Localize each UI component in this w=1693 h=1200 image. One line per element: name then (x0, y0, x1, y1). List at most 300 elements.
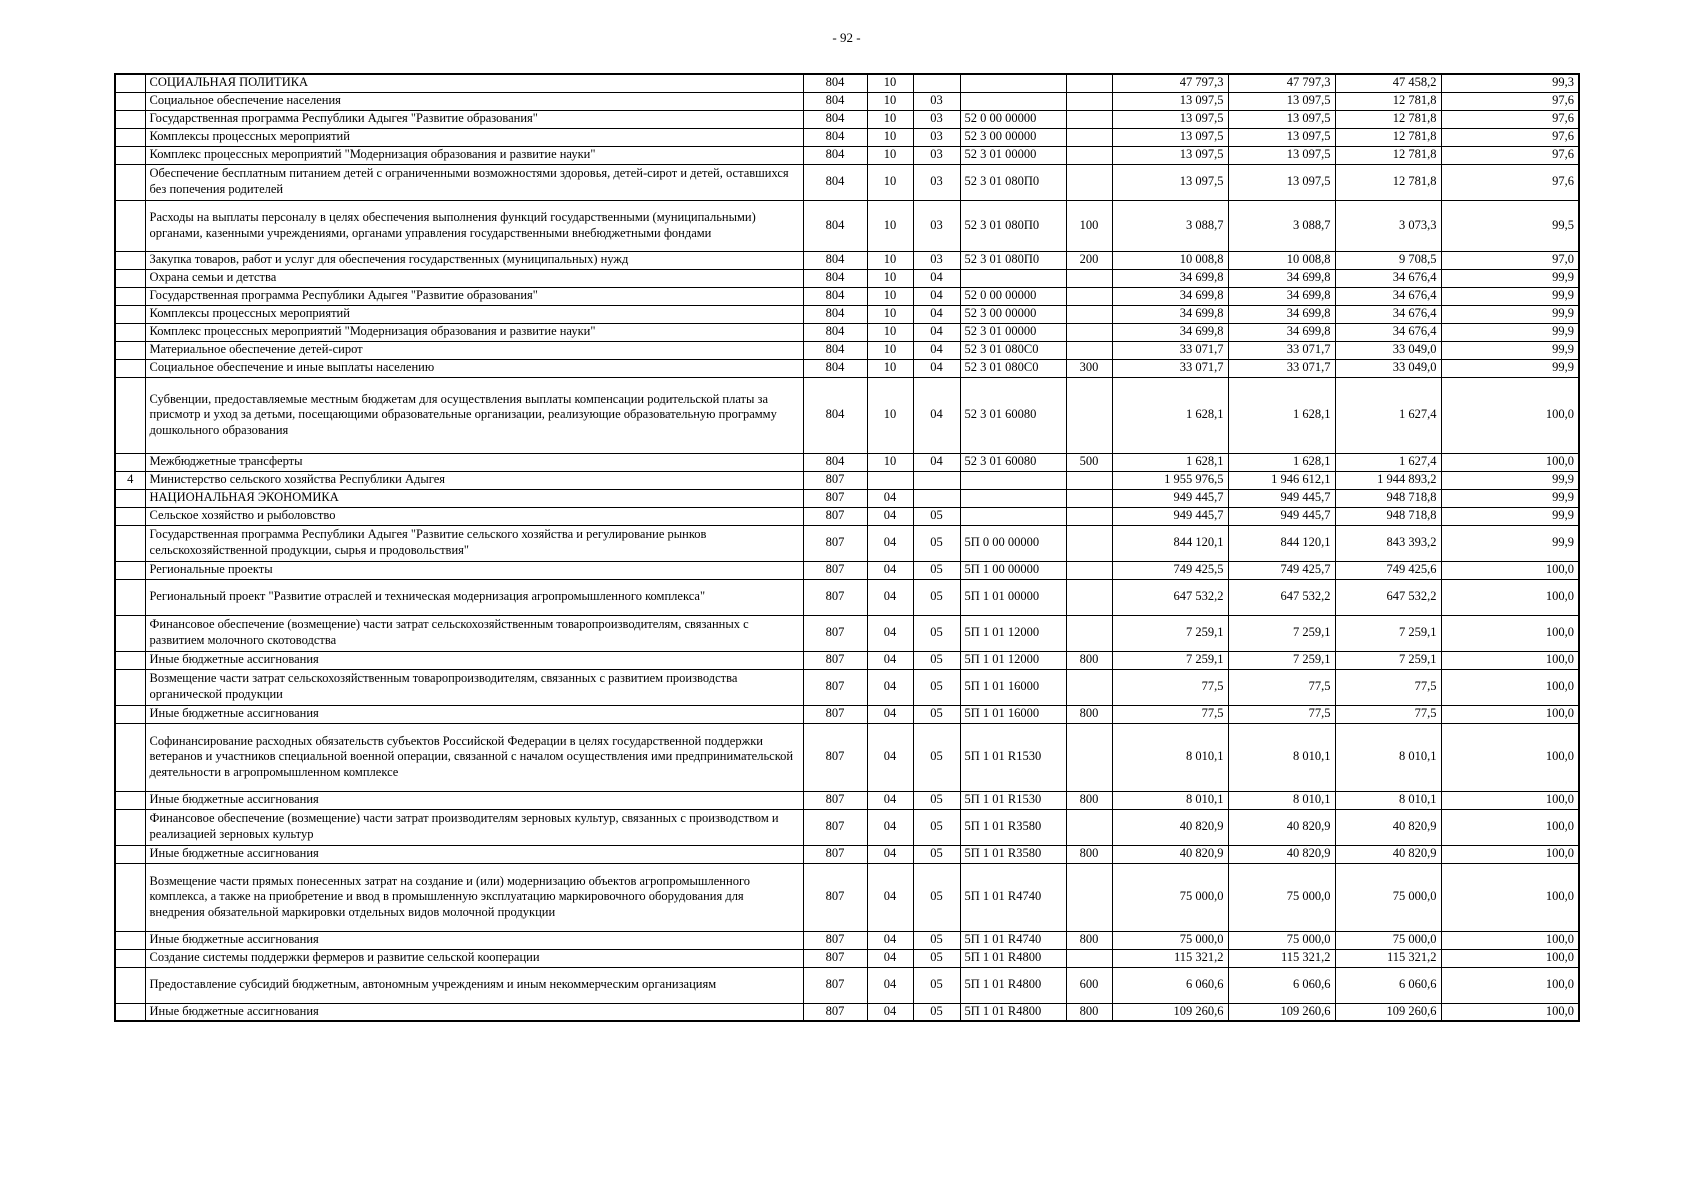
section-code-cell: 04 (867, 863, 913, 931)
approved-amount-cell: 40 820,9 (1112, 845, 1228, 863)
expense-type-cell (1066, 110, 1112, 128)
target-article-cell: 5П 1 01 R1530 (960, 791, 1066, 809)
row-number-cell (115, 92, 145, 110)
expense-type-cell (1066, 615, 1112, 651)
row-name-cell: Иные бюджетные ассигнования (145, 931, 803, 949)
table-row (115, 967, 1579, 1003)
budget-list-amount-cell: 13 097,5 (1228, 110, 1335, 128)
budget-list-amount-cell: 749 425,7 (1228, 561, 1335, 579)
section-code-cell: 04 (867, 579, 913, 615)
budget-list-amount-cell: 8 010,1 (1228, 723, 1335, 791)
row-name-cell: Комплекс процессных мероприятий "Модернизация образования и развитие науки" (145, 323, 803, 341)
expense-type-cell: 800 (1066, 845, 1112, 863)
row-number-cell (115, 489, 145, 507)
row-name-cell: Иные бюджетные ассигнования (145, 705, 803, 723)
executed-amount-cell: 109 260,6 (1335, 1003, 1441, 1021)
row-number-cell (115, 651, 145, 669)
approved-amount-cell: 75 000,0 (1112, 863, 1228, 931)
subsection-code-cell: 03 (913, 251, 960, 269)
target-article-cell: 5П 1 01 R3580 (960, 809, 1066, 845)
budget-list-amount-cell: 13 097,5 (1228, 128, 1335, 146)
row-number-cell (115, 164, 145, 200)
row-number-cell (115, 341, 145, 359)
execution-percent-cell: 97,6 (1441, 128, 1579, 146)
row-name-cell: Государственная программа Республики Адыгея "Развитие образования" (145, 110, 803, 128)
table-row (115, 561, 1579, 579)
subsection-code-cell: 04 (913, 323, 960, 341)
row-number-cell (115, 723, 145, 791)
target-article-cell: 52 3 01 080С0 (960, 359, 1066, 377)
section-code-cell: 10 (867, 341, 913, 359)
ved-code-cell: 804 (803, 269, 867, 287)
table-row (115, 110, 1579, 128)
expense-type-cell (1066, 74, 1112, 92)
target-article-cell: 52 3 01 080П0 (960, 164, 1066, 200)
row-name-cell: Предоставление субсидий бюджетным, автономным учреждениям и иным некоммерческим организациям (145, 967, 803, 1003)
ved-code-cell: 807 (803, 651, 867, 669)
expense-type-cell: 200 (1066, 251, 1112, 269)
table-row (115, 489, 1579, 507)
subsection-code-cell: 05 (913, 561, 960, 579)
subsection-code-cell (913, 74, 960, 92)
budget-list-amount-cell: 33 071,7 (1228, 359, 1335, 377)
row-number-cell (115, 323, 145, 341)
table-body (115, 74, 1579, 1021)
execution-percent-cell: 99,9 (1441, 359, 1579, 377)
row-number-cell: 4 (115, 471, 145, 489)
executed-amount-cell: 33 049,0 (1335, 359, 1441, 377)
ved-code-cell: 804 (803, 377, 867, 453)
approved-amount-cell: 13 097,5 (1112, 146, 1228, 164)
ved-code-cell: 807 (803, 669, 867, 705)
ved-code-cell: 804 (803, 200, 867, 251)
row-number-cell (115, 200, 145, 251)
target-article-cell (960, 471, 1066, 489)
table-row (115, 651, 1579, 669)
executed-amount-cell: 40 820,9 (1335, 845, 1441, 863)
subsection-code-cell: 05 (913, 967, 960, 1003)
expense-type-cell: 800 (1066, 1003, 1112, 1021)
ved-code-cell: 804 (803, 341, 867, 359)
row-number-cell (115, 561, 145, 579)
executed-amount-cell: 115 321,2 (1335, 949, 1441, 967)
table-row (115, 723, 1579, 791)
approved-amount-cell: 647 532,2 (1112, 579, 1228, 615)
execution-percent-cell: 99,9 (1441, 287, 1579, 305)
subsection-code-cell: 04 (913, 453, 960, 471)
section-code-cell: 10 (867, 128, 913, 146)
budget-list-amount-cell: 77,5 (1228, 669, 1335, 705)
executed-amount-cell: 1 944 893,2 (1335, 471, 1441, 489)
budget-list-amount-cell: 75 000,0 (1228, 931, 1335, 949)
expense-type-cell (1066, 489, 1112, 507)
expense-type-cell (1066, 579, 1112, 615)
subsection-code-cell: 05 (913, 579, 960, 615)
table-row (115, 791, 1579, 809)
subsection-code-cell: 03 (913, 110, 960, 128)
ved-code-cell: 807 (803, 791, 867, 809)
section-code-cell: 04 (867, 561, 913, 579)
target-article-cell: 52 3 01 60080 (960, 453, 1066, 471)
budget-list-amount-cell: 33 071,7 (1228, 341, 1335, 359)
row-number-cell (115, 863, 145, 931)
subsection-code-cell: 05 (913, 791, 960, 809)
executed-amount-cell: 12 781,8 (1335, 92, 1441, 110)
ved-code-cell: 807 (803, 705, 867, 723)
executed-amount-cell: 647 532,2 (1335, 579, 1441, 615)
approved-amount-cell: 3 088,7 (1112, 200, 1228, 251)
table-row (115, 341, 1579, 359)
table-row (115, 809, 1579, 845)
row-number-cell (115, 110, 145, 128)
expense-type-cell (1066, 809, 1112, 845)
executed-amount-cell: 948 718,8 (1335, 507, 1441, 525)
table-row (115, 1003, 1579, 1021)
expense-type-cell (1066, 471, 1112, 489)
budget-list-amount-cell: 40 820,9 (1228, 845, 1335, 863)
target-article-cell: 5П 1 01 16000 (960, 705, 1066, 723)
subsection-code-cell (913, 471, 960, 489)
budget-list-amount-cell: 1 628,1 (1228, 453, 1335, 471)
row-name-cell: НАЦИОНАЛЬНАЯ ЭКОНОМИКА (145, 489, 803, 507)
expense-type-cell (1066, 525, 1112, 561)
budget-list-amount-cell: 10 008,8 (1228, 251, 1335, 269)
row-number-cell (115, 377, 145, 453)
ved-code-cell: 807 (803, 507, 867, 525)
approved-amount-cell: 33 071,7 (1112, 359, 1228, 377)
target-article-cell: 5П 1 01 R4740 (960, 931, 1066, 949)
execution-percent-cell: 97,0 (1441, 251, 1579, 269)
row-number-cell (115, 579, 145, 615)
target-article-cell: 52 3 01 00000 (960, 323, 1066, 341)
subsection-code-cell: 05 (913, 845, 960, 863)
target-article-cell: 5П 1 01 12000 (960, 651, 1066, 669)
target-article-cell: 52 3 01 080С0 (960, 341, 1066, 359)
executed-amount-cell: 47 458,2 (1335, 74, 1441, 92)
row-number-cell (115, 146, 145, 164)
section-code-cell: 04 (867, 651, 913, 669)
target-article-cell (960, 507, 1066, 525)
budget-list-amount-cell: 7 259,1 (1228, 615, 1335, 651)
subsection-code-cell: 04 (913, 359, 960, 377)
section-code-cell: 10 (867, 305, 913, 323)
subsection-code-cell: 03 (913, 128, 960, 146)
executed-amount-cell: 843 393,2 (1335, 525, 1441, 561)
ved-code-cell: 807 (803, 967, 867, 1003)
execution-percent-cell: 97,6 (1441, 110, 1579, 128)
ved-code-cell: 807 (803, 579, 867, 615)
expense-type-cell (1066, 377, 1112, 453)
section-code-cell: 04 (867, 949, 913, 967)
section-code-cell: 04 (867, 489, 913, 507)
ved-code-cell: 807 (803, 615, 867, 651)
section-code-cell: 10 (867, 453, 913, 471)
expense-type-cell: 500 (1066, 453, 1112, 471)
row-name-cell: Софинансирование расходных обязательств субъектов Российской Федерации в целях государственной поддержки ветеранов и участников специальной военной операции, связанной с началом осуществления ими предпринимательской деятельности в агропромышленном комплексе (145, 723, 803, 791)
target-article-cell: 5П 1 01 R4800 (960, 967, 1066, 1003)
executed-amount-cell: 12 781,8 (1335, 164, 1441, 200)
approved-amount-cell: 34 699,8 (1112, 269, 1228, 287)
table-row (115, 845, 1579, 863)
target-article-cell (960, 92, 1066, 110)
executed-amount-cell: 33 049,0 (1335, 341, 1441, 359)
target-article-cell: 5П 1 00 00000 (960, 561, 1066, 579)
expense-type-cell (1066, 949, 1112, 967)
execution-percent-cell: 100,0 (1441, 845, 1579, 863)
ved-code-cell: 807 (803, 863, 867, 931)
execution-percent-cell: 100,0 (1441, 579, 1579, 615)
table-row (115, 305, 1579, 323)
subsection-code-cell: 05 (913, 949, 960, 967)
execution-percent-cell: 100,0 (1441, 453, 1579, 471)
target-article-cell: 5П 1 01 12000 (960, 615, 1066, 651)
table-row (115, 931, 1579, 949)
section-code-cell: 04 (867, 705, 913, 723)
expense-type-cell (1066, 287, 1112, 305)
subsection-code-cell: 05 (913, 507, 960, 525)
row-number-cell (115, 949, 145, 967)
budget-list-amount-cell: 115 321,2 (1228, 949, 1335, 967)
subsection-code-cell: 03 (913, 146, 960, 164)
row-name-cell: Иные бюджетные ассигнования (145, 1003, 803, 1021)
subsection-code-cell: 04 (913, 287, 960, 305)
executed-amount-cell: 9 708,5 (1335, 251, 1441, 269)
row-name-cell: Закупка товаров, работ и услуг для обеспечения государственных (муниципальных) нужд (145, 251, 803, 269)
section-code-cell: 04 (867, 723, 913, 791)
section-code-cell: 04 (867, 1003, 913, 1021)
row-number-cell (115, 128, 145, 146)
ved-code-cell: 804 (803, 323, 867, 341)
table-row (115, 507, 1579, 525)
approved-amount-cell: 6 060,6 (1112, 967, 1228, 1003)
budget-list-amount-cell: 109 260,6 (1228, 1003, 1335, 1021)
budget-list-amount-cell: 34 699,8 (1228, 323, 1335, 341)
budget-list-amount-cell: 77,5 (1228, 705, 1335, 723)
subsection-code-cell: 05 (913, 525, 960, 561)
row-name-cell: Возмещение части прямых понесенных затрат на создание и (или) модернизацию объектов агропромышленного комплекса, а также на приобретение и ввод в промышленную эксплуатацию маркировочного оборудования для внедрения обязательной маркировки отдельных видов молочной продукции (145, 863, 803, 931)
table-row (115, 377, 1579, 453)
execution-percent-cell: 100,0 (1441, 377, 1579, 453)
table-row (115, 949, 1579, 967)
approved-amount-cell: 844 120,1 (1112, 525, 1228, 561)
section-code-cell: 04 (867, 507, 913, 525)
row-number-cell (115, 705, 145, 723)
approved-amount-cell: 75 000,0 (1112, 931, 1228, 949)
budget-list-amount-cell: 844 120,1 (1228, 525, 1335, 561)
row-name-cell: Обеспечение бесплатным питанием детей с ограниченными возможностями здоровья, детей-сирот и детей, оставшихся без попечения родителей (145, 164, 803, 200)
execution-percent-cell: 99,9 (1441, 507, 1579, 525)
row-number-cell (115, 931, 145, 949)
expense-type-cell: 800 (1066, 791, 1112, 809)
executed-amount-cell: 12 781,8 (1335, 146, 1441, 164)
target-article-cell (960, 269, 1066, 287)
expense-type-cell (1066, 128, 1112, 146)
target-article-cell: 52 3 01 60080 (960, 377, 1066, 453)
target-article-cell: 52 3 00 00000 (960, 305, 1066, 323)
approved-amount-cell: 13 097,5 (1112, 164, 1228, 200)
table-row (115, 287, 1579, 305)
budget-list-amount-cell: 949 445,7 (1228, 489, 1335, 507)
table-row (115, 359, 1579, 377)
budget-list-amount-cell: 34 699,8 (1228, 305, 1335, 323)
executed-amount-cell: 8 010,1 (1335, 723, 1441, 791)
row-name-cell: Финансовое обеспечение (возмещение) части затрат производителям зерновых культур, связанных с производством и реализацией зерновых культур (145, 809, 803, 845)
execution-percent-cell: 97,6 (1441, 146, 1579, 164)
row-number-cell (115, 74, 145, 92)
target-article-cell: 5П 0 00 00000 (960, 525, 1066, 561)
approved-amount-cell: 115 321,2 (1112, 949, 1228, 967)
target-article-cell: 5П 1 01 R1530 (960, 723, 1066, 791)
subsection-code-cell: 05 (913, 723, 960, 791)
executed-amount-cell: 7 259,1 (1335, 651, 1441, 669)
row-name-cell: Комплекс процессных мероприятий "Модернизация образования и развитие науки" (145, 146, 803, 164)
table-row (115, 92, 1579, 110)
executed-amount-cell: 12 781,8 (1335, 128, 1441, 146)
execution-percent-cell: 100,0 (1441, 615, 1579, 651)
approved-amount-cell: 109 260,6 (1112, 1003, 1228, 1021)
row-number-cell (115, 1003, 145, 1021)
row-name-cell: Сельское хозяйство и рыболовство (145, 507, 803, 525)
ved-code-cell: 804 (803, 359, 867, 377)
approved-amount-cell: 40 820,9 (1112, 809, 1228, 845)
executed-amount-cell: 12 781,8 (1335, 110, 1441, 128)
executed-amount-cell: 34 676,4 (1335, 305, 1441, 323)
subsection-code-cell: 04 (913, 341, 960, 359)
ved-code-cell: 804 (803, 164, 867, 200)
target-article-cell: 52 3 00 00000 (960, 128, 1066, 146)
budget-list-amount-cell: 13 097,5 (1228, 164, 1335, 200)
approved-amount-cell: 34 699,8 (1112, 323, 1228, 341)
row-name-cell: Межбюджетные трансферты (145, 453, 803, 471)
budget-list-amount-cell: 7 259,1 (1228, 651, 1335, 669)
subsection-code-cell: 04 (913, 305, 960, 323)
budget-table (114, 73, 1580, 1022)
executed-amount-cell: 8 010,1 (1335, 791, 1441, 809)
expense-type-cell (1066, 723, 1112, 791)
table-row (115, 525, 1579, 561)
target-article-cell: 5П 1 01 R3580 (960, 845, 1066, 863)
subsection-code-cell: 05 (913, 705, 960, 723)
expense-type-cell: 800 (1066, 651, 1112, 669)
expense-type-cell (1066, 305, 1112, 323)
target-article-cell: 5П 1 01 R4800 (960, 949, 1066, 967)
execution-percent-cell: 99,5 (1441, 200, 1579, 251)
subsection-code-cell: 04 (913, 377, 960, 453)
section-code-cell (867, 471, 913, 489)
budget-list-amount-cell: 1 628,1 (1228, 377, 1335, 453)
expense-type-cell (1066, 323, 1112, 341)
ved-code-cell: 807 (803, 489, 867, 507)
row-name-cell: Охрана семьи и детства (145, 269, 803, 287)
execution-percent-cell: 99,9 (1441, 305, 1579, 323)
subsection-code-cell: 04 (913, 269, 960, 287)
table-row (115, 453, 1579, 471)
executed-amount-cell: 1 627,4 (1335, 377, 1441, 453)
expense-type-cell: 800 (1066, 931, 1112, 949)
table-row (115, 579, 1579, 615)
ved-code-cell: 807 (803, 809, 867, 845)
budget-list-amount-cell: 47 797,3 (1228, 74, 1335, 92)
row-number-cell (115, 615, 145, 651)
row-name-cell: Комплексы процессных мероприятий (145, 128, 803, 146)
table-row (115, 323, 1579, 341)
subsection-code-cell: 05 (913, 1003, 960, 1021)
executed-amount-cell: 1 627,4 (1335, 453, 1441, 471)
expense-type-cell (1066, 164, 1112, 200)
approved-amount-cell: 8 010,1 (1112, 723, 1228, 791)
budget-list-amount-cell: 75 000,0 (1228, 863, 1335, 931)
target-article-cell (960, 74, 1066, 92)
row-name-cell: Субвенции, предоставляемые местным бюджетам для осуществления выплаты компенсации родительской платы за присмотр и уход за детьми, посещающими образовательные организации, реализующие образовательную программу дошкольного образования (145, 377, 803, 453)
row-name-cell: Государственная программа Республики Адыгея "Развитие сельского хозяйства и регулирование рынков сельскохозяйственной продукции, сырья и продовольствия" (145, 525, 803, 561)
row-number-cell (115, 967, 145, 1003)
approved-amount-cell: 10 008,8 (1112, 251, 1228, 269)
ved-code-cell: 807 (803, 845, 867, 863)
execution-percent-cell: 100,0 (1441, 931, 1579, 949)
section-code-cell: 10 (867, 164, 913, 200)
subsection-code-cell: 03 (913, 200, 960, 251)
approved-amount-cell: 7 259,1 (1112, 651, 1228, 669)
row-name-cell: Материальное обеспечение детей-сирот (145, 341, 803, 359)
row-number-cell (115, 525, 145, 561)
table-row (115, 863, 1579, 931)
section-code-cell: 10 (867, 74, 913, 92)
row-number-cell (115, 287, 145, 305)
approved-amount-cell: 949 445,7 (1112, 489, 1228, 507)
execution-percent-cell: 100,0 (1441, 705, 1579, 723)
row-name-cell: Возмещение части затрат сельскохозяйственным товаропроизводителям, связанных с развитием производства органической продукции (145, 669, 803, 705)
executed-amount-cell: 34 676,4 (1335, 269, 1441, 287)
ved-code-cell: 804 (803, 287, 867, 305)
row-number-cell (115, 251, 145, 269)
budget-list-amount-cell: 647 532,2 (1228, 579, 1335, 615)
executed-amount-cell: 34 676,4 (1335, 323, 1441, 341)
expense-type-cell (1066, 269, 1112, 287)
expense-type-cell: 100 (1066, 200, 1112, 251)
target-article-cell: 5П 1 01 00000 (960, 579, 1066, 615)
row-number-cell (115, 669, 145, 705)
section-code-cell: 10 (867, 251, 913, 269)
executed-amount-cell: 749 425,6 (1335, 561, 1441, 579)
execution-percent-cell: 100,0 (1441, 669, 1579, 705)
row-number-cell (115, 809, 145, 845)
ved-code-cell: 807 (803, 471, 867, 489)
approved-amount-cell: 949 445,7 (1112, 507, 1228, 525)
ved-code-cell: 807 (803, 931, 867, 949)
ved-code-cell: 807 (803, 949, 867, 967)
approved-amount-cell: 1 628,1 (1112, 377, 1228, 453)
section-code-cell: 10 (867, 146, 913, 164)
subsection-code-cell: 05 (913, 809, 960, 845)
ved-code-cell: 807 (803, 561, 867, 579)
row-name-cell: Иные бюджетные ассигнования (145, 651, 803, 669)
approved-amount-cell: 8 010,1 (1112, 791, 1228, 809)
ved-code-cell: 804 (803, 92, 867, 110)
execution-percent-cell: 99,9 (1441, 489, 1579, 507)
section-code-cell: 04 (867, 967, 913, 1003)
section-code-cell: 10 (867, 377, 913, 453)
ved-code-cell: 804 (803, 305, 867, 323)
target-article-cell: 5П 1 01 R4740 (960, 863, 1066, 931)
expense-type-cell: 800 (1066, 705, 1112, 723)
table-row (115, 128, 1579, 146)
target-article-cell: 52 0 00 00000 (960, 110, 1066, 128)
row-name-cell: Иные бюджетные ассигнования (145, 791, 803, 809)
row-number-cell (115, 791, 145, 809)
row-name-cell: Расходы на выплаты персоналу в целях обеспечения выполнения функций государственными (муниципальными) органами, казенными учреждениями, органами управления государственными внебюджетными фондами (145, 200, 803, 251)
execution-percent-cell: 100,0 (1441, 723, 1579, 791)
executed-amount-cell: 3 073,3 (1335, 200, 1441, 251)
